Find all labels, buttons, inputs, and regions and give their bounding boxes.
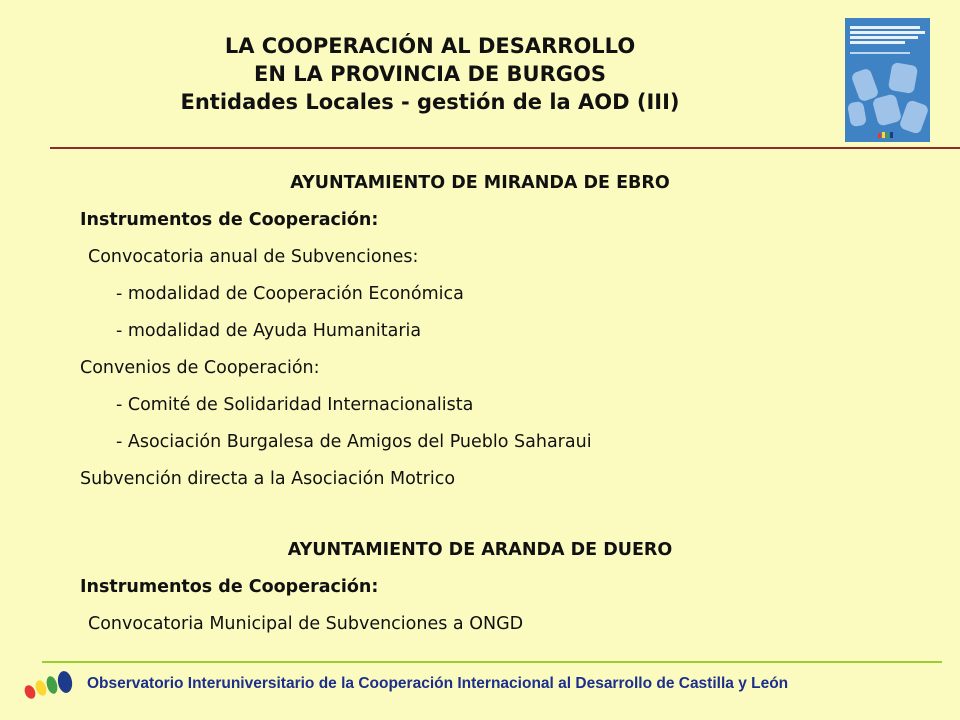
- section2-convocatoria: Convocatoria Municipal de Subvenciones a ONGD: [88, 614, 524, 634]
- section1-instruments-label: Instrumentos de Cooperación:: [80, 210, 379, 230]
- slide-content: [80, 165, 880, 643]
- cover-logo-icon: [878, 132, 894, 138]
- section-spacer: [80, 498, 880, 532]
- cover-shape: [847, 101, 867, 127]
- section1-convenio-1: - Comité de Solidaridad Internacionalista: [116, 395, 474, 415]
- section1-convenio-2: - Asociación Burgalesa de Amigos del Pueblo Saharaui: [116, 432, 592, 452]
- section2-instruments-label: Instrumentos de Cooperación:: [80, 577, 379, 597]
- section1-modalidad-2: - modalidad de Ayuda Humanitaria: [116, 321, 422, 341]
- cover-subtitle-line: [850, 52, 910, 54]
- title-line-2: EN LA PROVINCIA DE BURGOS: [254, 62, 606, 86]
- slide-title: [80, 32, 780, 116]
- section1-subvencion: Subvención directa a la Asociación Motrico: [80, 469, 456, 489]
- cover-shape: [899, 99, 930, 135]
- title-line-3: Entidades Locales - gestión de la AOD (III): [180, 90, 680, 114]
- section1-convocatoria: Convocatoria anual de Subvenciones:: [88, 247, 419, 267]
- cover-shape: [872, 93, 902, 126]
- section1-modalidad-1: - modalidad de Cooperación Económica: [116, 284, 464, 304]
- footer-divider: [42, 661, 942, 663]
- report-cover-image: [845, 18, 930, 142]
- header-divider: [50, 147, 960, 149]
- cover-shape: [888, 62, 918, 94]
- title-line-1: LA COOPERACIÓN AL DESARROLLO: [224, 34, 636, 58]
- section1-heading: AYUNTAMIENTO DE MIRANDA DE EBRO: [290, 173, 670, 193]
- section2-heading: AYUNTAMIENTO DE ARANDA DE DUERO: [287, 540, 673, 560]
- footer-observatory-text: Observatorio Interuniversitario de la Cooperación Internacional al Desarrollo de Castilla y León: [87, 675, 789, 692]
- observatory-logo-icon: [22, 668, 78, 702]
- cover-title-lines: [850, 26, 925, 48]
- section1-convenios: Convenios de Cooperación:: [80, 358, 320, 378]
- cover-shape: [850, 67, 879, 102]
